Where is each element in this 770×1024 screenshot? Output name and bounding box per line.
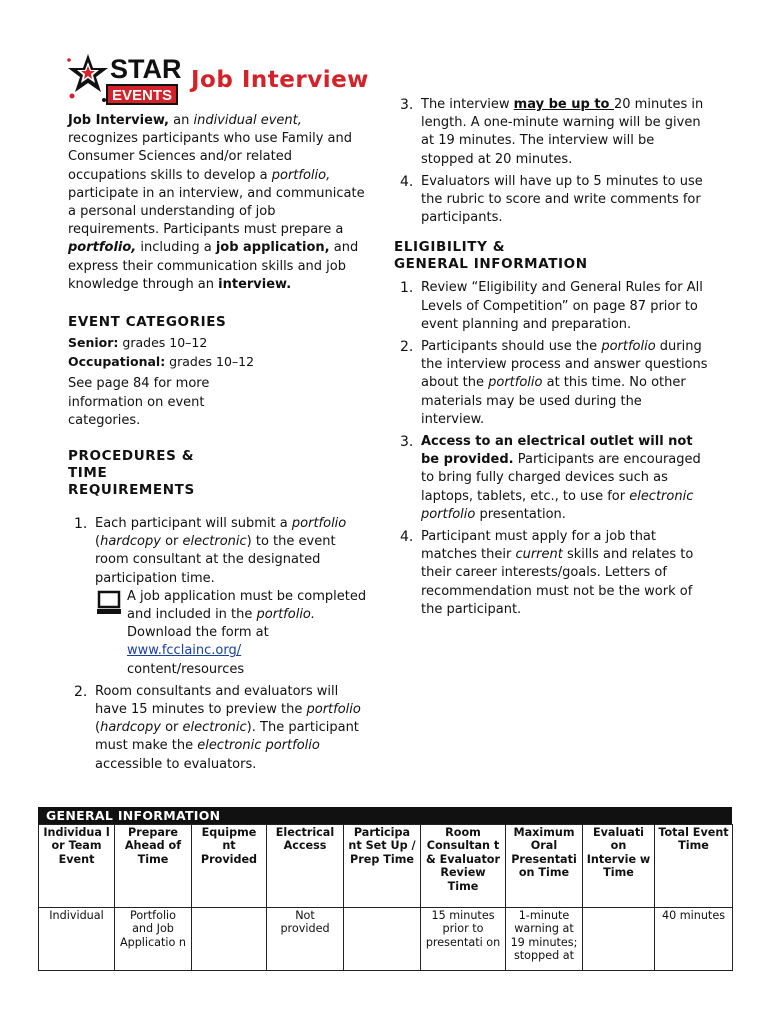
general-information-heading: GENERAL INFORMATION (38, 807, 732, 824)
table-header-cell: Electrical Access (267, 825, 344, 908)
table-header-row (39, 825, 733, 908)
table-cell: 40 minutes (655, 908, 733, 971)
table-header-cell: Room Consultan t & Evaluator Review Time (421, 825, 506, 908)
star-events-logo (66, 50, 182, 110)
list-item: 4. Participant must apply for a job that matches their current skills and relates to their career interests/goals. Letters of recommendation must not be the work of the participant. (400, 529, 694, 617)
senior-category: Senior: grades 10–12 (68, 335, 208, 351)
event-name: Job Interview, (68, 113, 169, 128)
table-cell: Individual (39, 908, 115, 971)
page-title: Job Interview (191, 67, 369, 93)
table-cell (583, 908, 655, 971)
table-header-cell: Prepare Ahead of Time (115, 825, 192, 908)
table-cell: 1-minute warning at 19 minutes; stopped at (506, 908, 583, 971)
list-item: 1. Each participant will submit a portfolio (hardcopy or electronic) to the event room consultant at the designated participation time. A job application must be completed and included in the portfolio. Download the form at www.fcclainc.org/ content/resources (68, 515, 368, 679)
occupational-category: Occupational: grades 10–12 (68, 354, 255, 370)
list-item: 2. Room consultants and evaluators will have 15 minutes to preview the portfolio (hardcopy or electronic). The participant must make the electronic portfolio accessible to evaluators. (74, 683, 361, 772)
table-cell: Portfolio and Job Applicatio n (115, 908, 192, 971)
eligibility-heading: ELIGIBILITY & GENERAL INFORMATION (394, 239, 588, 273)
computer-icon (97, 590, 121, 618)
star-burst-icon (67, 54, 108, 102)
table-header-cell: Maximum Oral Presentati on Time (506, 825, 583, 908)
table-header-cell: Evaluati on Intervie w Time (583, 825, 655, 908)
eligibility-list (394, 279, 709, 619)
table-cell: Not provided (267, 908, 344, 971)
logo-star-text: STAR (110, 54, 182, 84)
intro-paragraph: Job Interview, an individual event, recognizes participants who use Family and Consumer Sciences and/or related occupations skills to develop a portfolio, participate in an interview, and communicate a personal understanding of job requirements. Participants must prepare a portfolio, including a job application, and express their communication skills and job knowledge through an interview. (68, 113, 365, 292)
list-item: 4. Evaluators will have up to 5 minutes to use the rubric to score and write comments for participants. (400, 173, 703, 226)
table-header-cell: Participa nt Set Up / Prep Time (344, 825, 421, 908)
job-application-note: A job application must be completed and included in the portfolio. Download the form at www.fcclainc.org/ content/resources (95, 588, 368, 679)
list-item: 1. Review “Eligibility and General Rules for All Levels of Competition” on page 87 prior to event planning and preparation. (400, 280, 703, 332)
table-cell: 15 minutes prior to presentati on (421, 908, 506, 971)
table-header-cell: Equipme nt Provided (192, 825, 267, 908)
list-item: 3. The interview may be up to 20 minutes in length. A one-minute warning will be given at 19 minutes. The interview will be stopped at 20 minutes. (400, 97, 704, 167)
table-row (39, 908, 733, 971)
list-item: 3. Access to an electrical outlet will not be provided. Participants are encouraged to bring fully charged devices such as laptops, tablets, etc., to use for electronic portfolio presentation. (400, 434, 701, 522)
procedures-list-continued (394, 96, 709, 227)
right-column (394, 96, 709, 619)
event-categories-heading: EVENT CATEGORIES (68, 314, 227, 331)
general-information-table (38, 807, 732, 971)
procedures-heading: PROCEDURES & TIME REQUIREMENTS (68, 448, 195, 499)
see-page-note: See page 84 for more information on event categories. (68, 376, 210, 428)
table-header-cell: Total Event Time (655, 825, 733, 908)
logo-events-text: EVENTS (111, 87, 173, 104)
left-column (68, 112, 368, 774)
fccla-link[interactable]: www.fcclainc.org/ (127, 643, 242, 659)
info-table (38, 824, 733, 971)
table-cell (192, 908, 267, 971)
procedures-list (68, 515, 368, 774)
list-item: 2. Participants should use the portfolio during the interview process and answer questions about the portfolio at this time. No other materials may be used during the interview. (400, 339, 708, 427)
table-cell (344, 908, 421, 971)
table-header-cell: Individua l or Team Event (39, 825, 115, 908)
